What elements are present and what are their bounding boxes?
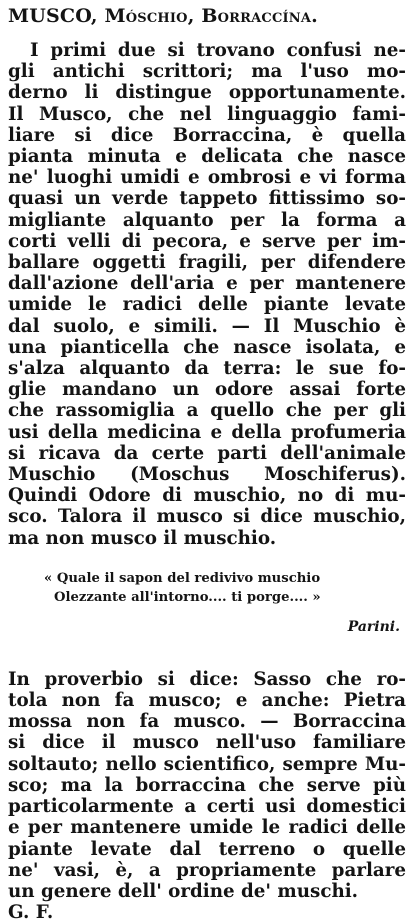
text-line: si dice il musco nell'uso familiare	[8, 732, 406, 754]
text-line: ma non musco il muschio.	[8, 527, 277, 549]
text-line: corti velli di pecora, e serve per im-	[8, 230, 406, 252]
text-line: si ricava da certe parti dell'animale	[8, 442, 406, 464]
text-line: ne' vasi, è, a propriamente parlare	[8, 859, 406, 881]
entry-heading	[8, 4, 406, 28]
text-line: migliante alquanto per la forma a	[8, 209, 406, 231]
paragraph-2	[8, 669, 406, 902]
text-line: mossa non fa musco. — Borraccina	[8, 711, 406, 733]
text-line: umide le radici delle piante levate	[8, 294, 406, 316]
text-line: ne' luoghi umidi e ombrosi e vi forma	[8, 167, 406, 189]
text-line: derno li distingue opportunamente.	[8, 82, 406, 104]
text-line: tola non fa musco; e anche: Pietra	[8, 690, 406, 712]
text-line: ballare oggetti fragili, per difendere	[8, 252, 406, 274]
text-line: Il Musco, che nel linguaggio fami-	[8, 103, 406, 125]
text-line: soltauto; nello scientifico, sempre Mu-	[8, 753, 406, 775]
text-line: liare si dice Borraccina, è quella	[8, 124, 406, 146]
quotation-line: Olezzante all'intorno.... ti porge.... »	[54, 589, 321, 605]
text-line: quasi un verde tappeto fittissimo so-	[8, 188, 406, 210]
text-line: pianta minuta e delicata che nasce	[8, 146, 406, 168]
text-line: I primi due si trovano confusi ne-	[30, 40, 406, 61]
heading-word-musco: MUSCO,	[8, 5, 98, 27]
author-signature: G. F.	[8, 902, 54, 924]
text-line: dal suolo, e simili. — Il Muschio è	[8, 315, 406, 337]
quotation-line: « Quale il sapon del redivivo muschio	[44, 570, 321, 586]
quotation	[8, 569, 406, 607]
text-line: sco. Talora il musco si dice muschio,	[8, 506, 406, 528]
text-line: sco; ma la borraccina che serve più	[8, 774, 406, 796]
text-line: dall'azione dell'aria e per mantenere	[8, 273, 406, 295]
text-line: gli antichi scrittori; ma l'uso mo-	[8, 61, 406, 83]
text-line: Muschio (Moschus Moschiferus).	[8, 464, 406, 486]
text-line: Quindi Odore di muschio, no di mu-	[8, 485, 406, 507]
text-line: e per mantenere umide le radici delle	[8, 817, 406, 839]
text-line: s'alza alquanto da terra: le sue fo-	[8, 358, 406, 380]
paragraph-1	[8, 40, 406, 549]
text-line: glie mandano un odore assai forte	[8, 379, 406, 401]
text-line: un genere dell' ordine de' muschi.	[8, 880, 359, 902]
heading-word-borraccina: Borraccína.	[201, 5, 318, 27]
text-line: che rassomiglia a quello che per gli	[8, 400, 406, 422]
quotation-attribution: Parini.	[347, 618, 400, 635]
heading-word-moschio: Móschio,	[104, 5, 195, 27]
text-line: piante levate dal terreno o quelle	[8, 838, 406, 860]
text-line: particolarmente a certi usi domestici	[8, 796, 406, 818]
text-line: una pianticella che nasce isolata, e	[8, 336, 406, 358]
text-line: In proverbio si dice: Sasso che ro-	[8, 668, 406, 690]
text-line: usi della medicina e della profumeria	[8, 421, 406, 443]
